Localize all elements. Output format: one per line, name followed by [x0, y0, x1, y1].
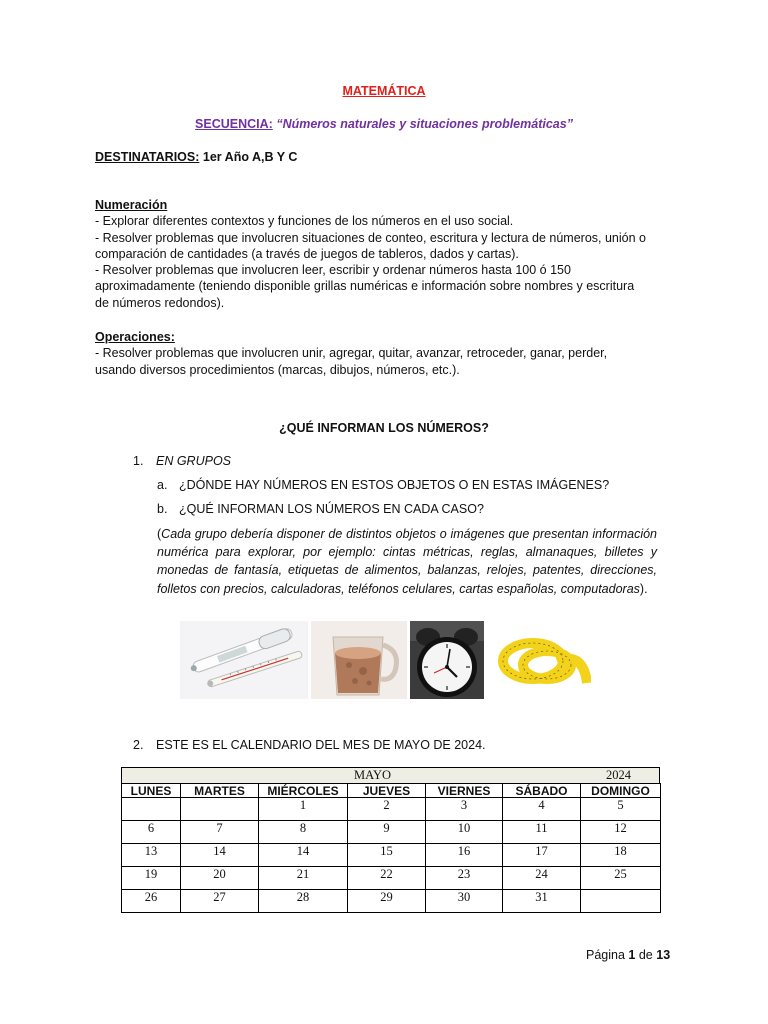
footer-page: 1 [628, 948, 636, 962]
subitem-text: ¿QUÉ INFORMAN LOS NÚMEROS EN CADA CASO? [179, 502, 484, 516]
numeracion-line: - Explorar diferentes contextos y funciones de los números en el uso social. [95, 214, 514, 229]
calendar-week-row [122, 821, 661, 844]
calendar-cell: 7 [181, 821, 259, 844]
measuring-cup-image [311, 621, 407, 699]
sequence-name: “Números naturales y situaciones problemáticas” [276, 117, 573, 131]
item-1 [133, 453, 231, 469]
calendar-cell: 15 [348, 844, 426, 867]
calendar-week-row [122, 798, 661, 821]
subitem-letter: b. [157, 502, 168, 516]
calendar-year: 2024 [606, 768, 631, 782]
subitem-b [157, 501, 484, 517]
calendar-cell: 17 [503, 844, 581, 867]
calendar-cell: 16 [426, 844, 503, 867]
calendar-week-row [122, 844, 661, 867]
calendar-cell: 6 [122, 821, 181, 844]
calendar-cell: 1 [259, 798, 348, 821]
day-header: DOMINGO [581, 784, 661, 798]
numeracion-line: comparación de cantidades (a través de juegos de tableros, dados y cartas). [95, 246, 519, 261]
calendar-cell [122, 798, 181, 821]
calendar-week-row [122, 867, 661, 890]
subitem-text: ¿DÓNDE HAY NÚMEROS EN ESTOS OBJETOS O EN ESTAS IMÁGENES? [179, 478, 610, 492]
day-header: MARTES [181, 784, 259, 798]
may-calendar [121, 767, 660, 913]
calendar-cell: 24 [503, 867, 581, 890]
subitem-letter: a. [157, 478, 168, 492]
item-1-label: EN GRUPOS [156, 454, 232, 468]
recipients-line [95, 149, 297, 165]
calendar-cell: 19 [122, 867, 181, 890]
calendar-cell: 9 [348, 821, 426, 844]
footer-mid: de [638, 948, 653, 962]
item-2 [133, 737, 486, 753]
calendar-month: MAYO [354, 768, 392, 782]
calendar-cell [581, 890, 661, 913]
calendar-cell: 31 [503, 890, 581, 913]
calendar-cell: 30 [426, 890, 503, 913]
numeracion-heading: Numeración [95, 198, 168, 212]
materials-note [157, 525, 657, 598]
document-title: MATEMÁTICA [342, 84, 426, 98]
calendar-cell: 22 [348, 867, 426, 890]
calendar-cell: 13 [122, 844, 181, 867]
day-header: LUNES [122, 784, 181, 798]
alarm-clock-image [410, 621, 484, 699]
operaciones-line: - Resolver problemas que involucren unir, agregar, quitar, avanzar, retroceder, ganar, perder, [95, 346, 608, 361]
footer-prefix: Página [586, 948, 625, 962]
calendar-cell: 21 [259, 867, 348, 890]
calendar-cell: 27 [181, 890, 259, 913]
numeracion-line: aproximadamente (teniendo disponible grillas numéricas e información sobre nombres y escritura [95, 279, 635, 294]
operaciones-line: usando diversos procedimientos (marcas, dibujos, números, etc.). [95, 362, 460, 377]
thermometer-image [180, 621, 308, 699]
calendar-cell: 14 [259, 844, 348, 867]
recipients-value: 1er Año A,B Y C [202, 150, 298, 164]
calendar-grid [121, 783, 661, 913]
calendar-cell: 18 [581, 844, 661, 867]
day-header: SÁBADO [503, 784, 581, 798]
calendar-cell: 8 [259, 821, 348, 844]
calendar-cell: 10 [426, 821, 503, 844]
calendar-cell: 25 [581, 867, 661, 890]
numeracion-section [95, 197, 685, 311]
subitem-a [157, 477, 609, 493]
operaciones-section [95, 329, 685, 378]
page-footer [586, 947, 670, 963]
calendar-header [121, 767, 660, 783]
item-2-number: 2. [133, 738, 144, 752]
item-1-number: 1. [133, 454, 144, 468]
day-header: VIERNES [426, 784, 503, 798]
calendar-day-header-row [122, 784, 661, 798]
sequence-label: SECUENCIA: [195, 117, 273, 131]
calendar-cell: 28 [259, 890, 348, 913]
sequence-line [0, 116, 768, 132]
numeracion-line: - Resolver problemas que involucren leer, escribir y ordenar números hasta 100 ó 150 [95, 263, 571, 278]
numeracion-line: de números redondos). [95, 295, 225, 310]
calendar-week-row [122, 890, 661, 913]
calendar-cell: 14 [181, 844, 259, 867]
calendar-cell: 12 [581, 821, 661, 844]
numeracion-line: - Resolver problemas que involucren situaciones de conteo, escritura y lectura de números, unión o [95, 230, 646, 245]
note-close: ). [639, 581, 648, 596]
footer-total: 13 [656, 948, 671, 962]
note-text: Cada grupo debería disponer de distintos objetos o imágenes que presentan información numérica para explorar, por ejemplo: cintas métricas, reglas, almanaques, billetes y monedas de fantasía, etiquetas de alimentos, balanzas, relojes, patentes, direcciones, folletos con precios, calculadoras, teléfonos celulares, cartas españolas, computadoras [157, 527, 657, 596]
operaciones-heading: Operaciones: [95, 330, 175, 344]
calendar-cell: 20 [181, 867, 259, 890]
calendar-cell: 3 [426, 798, 503, 821]
calendar-cell: 23 [426, 867, 503, 890]
day-header: JUEVES [348, 784, 426, 798]
recipients-label: DESTINATARIOS: [95, 150, 200, 164]
calendar-cell: 4 [503, 798, 581, 821]
item-2-text: ESTE ES EL CALENDARIO DEL MES DE MAYO DE 2024. [156, 738, 486, 752]
calendar-cell: 29 [348, 890, 426, 913]
note-open: ( [157, 527, 162, 541]
calendar-cell: 11 [503, 821, 581, 844]
calendar-cell [181, 798, 259, 821]
question-heading: ¿QUÉ INFORMAN LOS NÚMEROS? [279, 421, 489, 435]
image-strip [180, 621, 594, 699]
calendar-cell: 2 [348, 798, 426, 821]
tape-measure-image [487, 621, 591, 699]
calendar-cell: 5 [581, 798, 661, 821]
day-header: MIÉRCOLES [259, 784, 348, 798]
calendar-cell: 26 [122, 890, 181, 913]
